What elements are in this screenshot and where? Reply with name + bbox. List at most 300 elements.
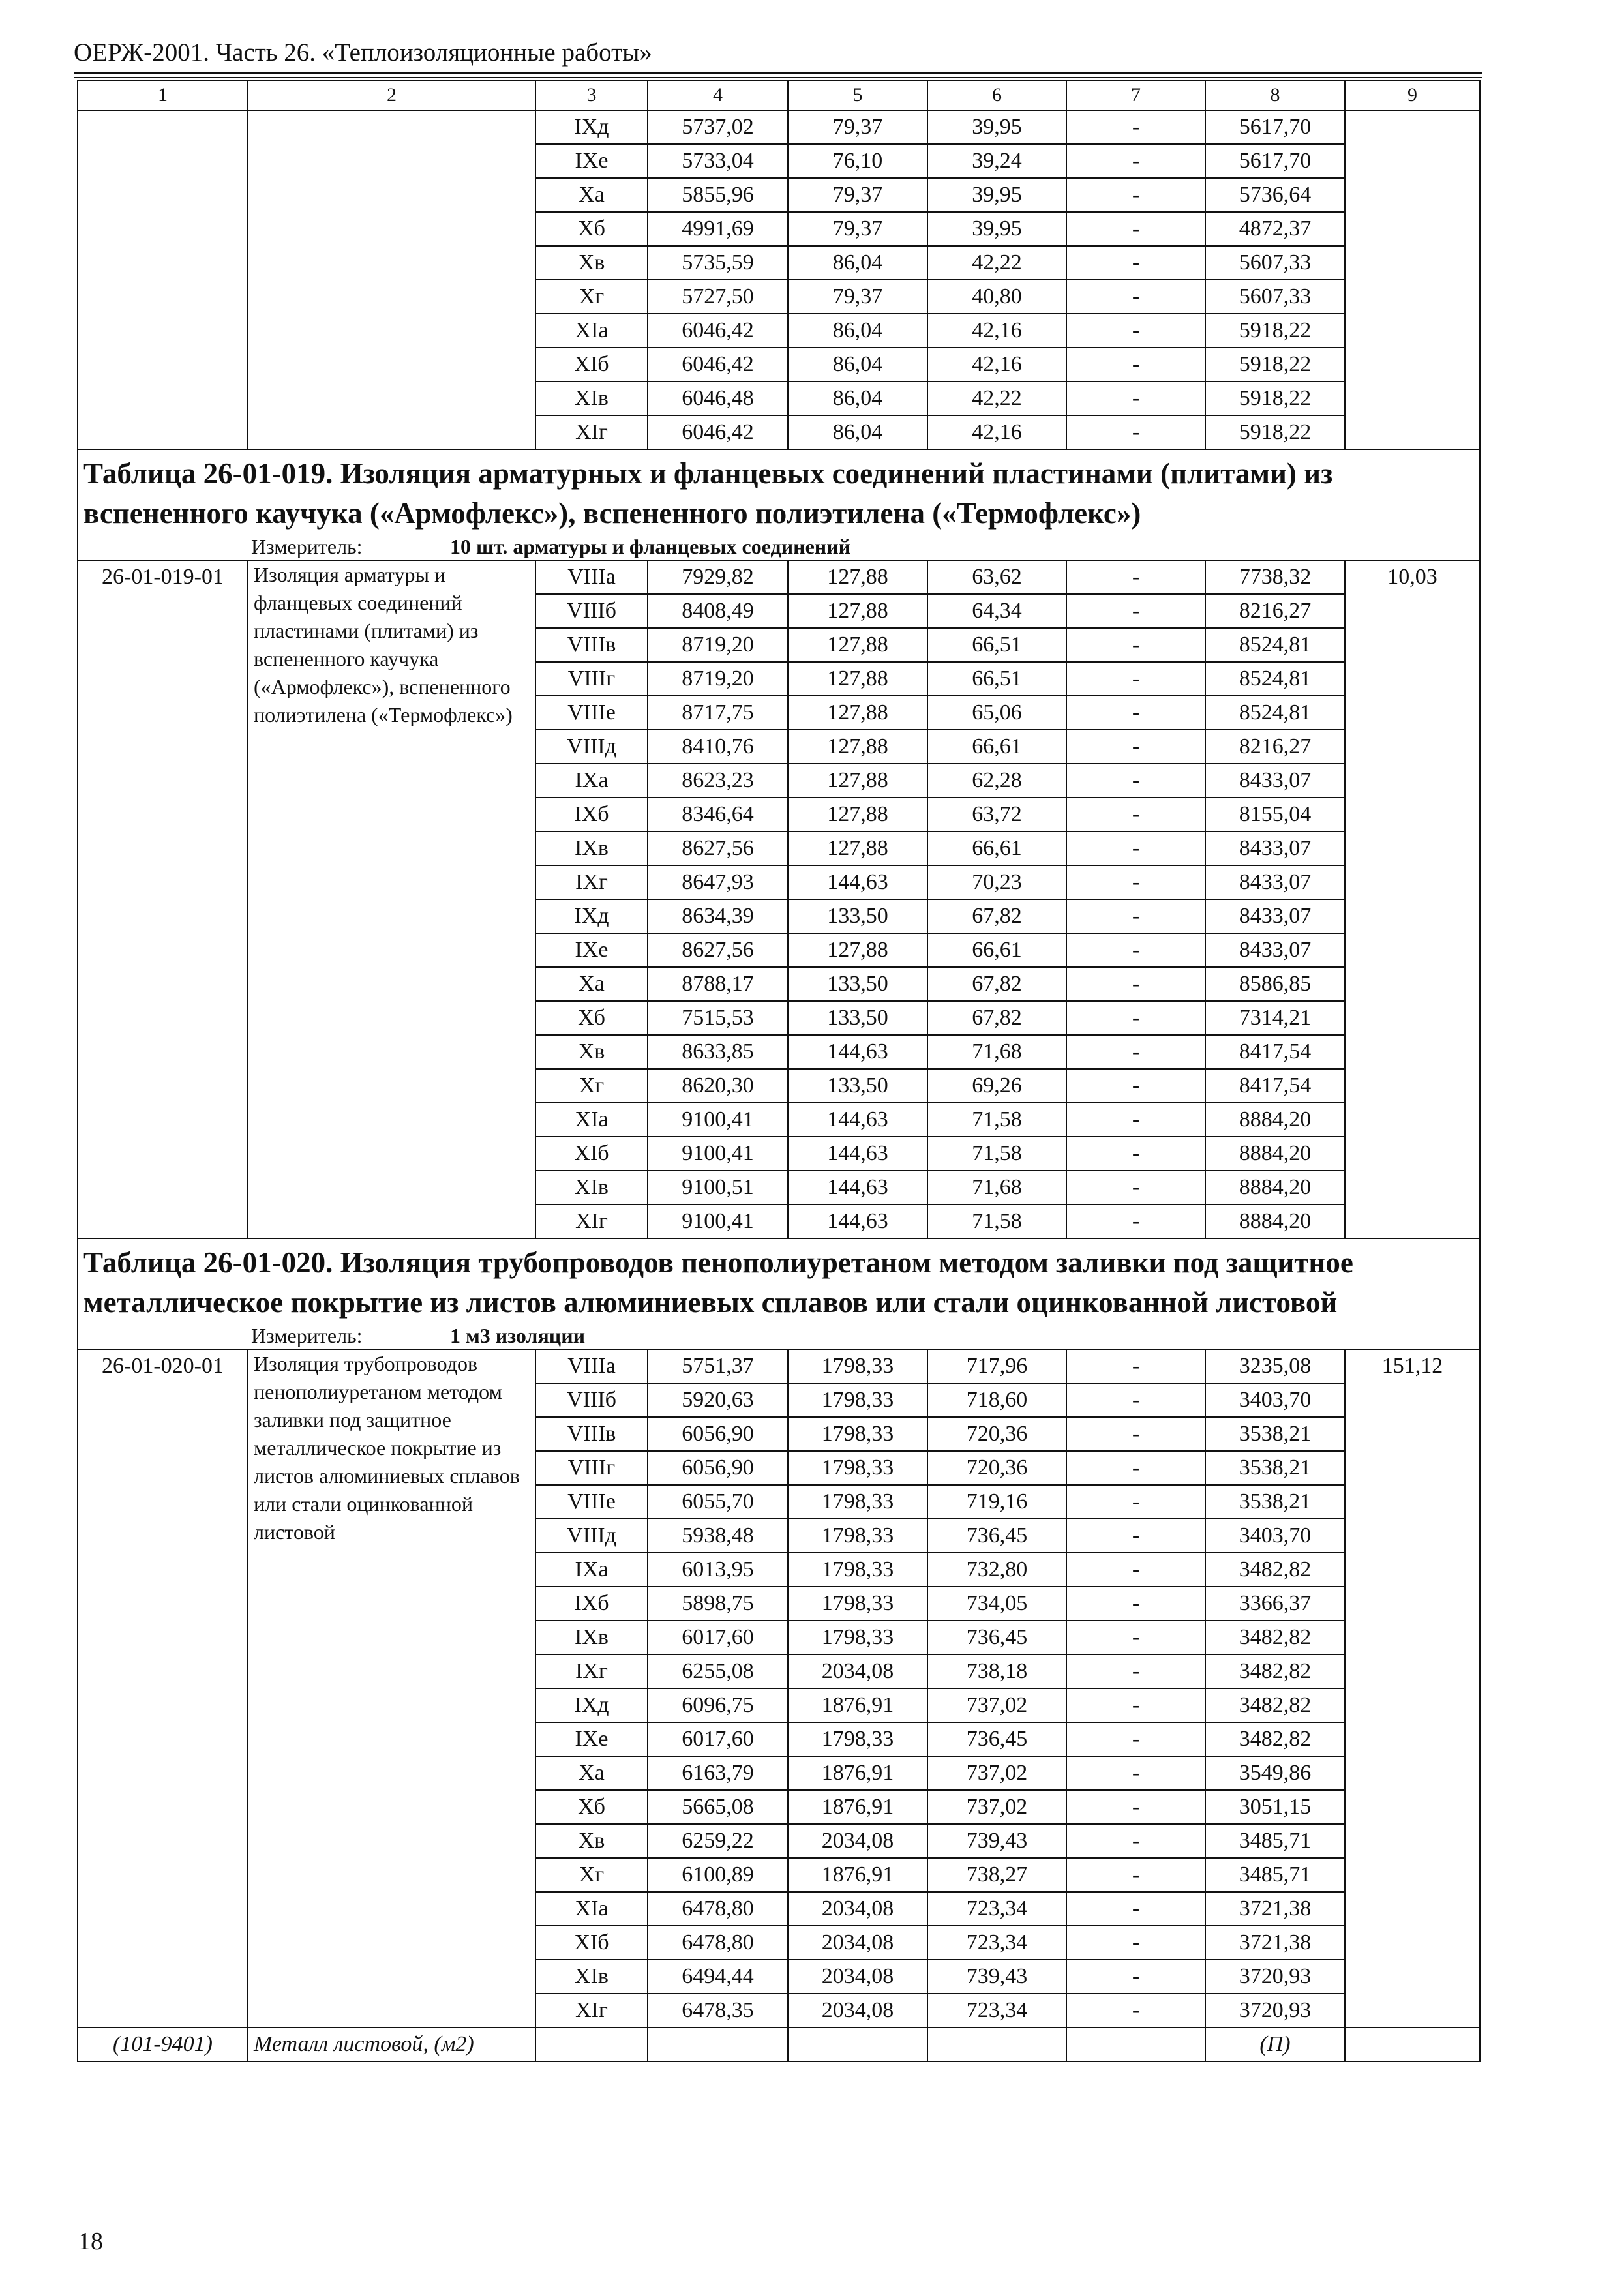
cell-cls: XIв [535, 1171, 648, 1204]
cell-c5: 1798,33 [788, 1519, 927, 1553]
cell-c7: - [1066, 1553, 1205, 1587]
cell-c8: 8884,20 [1205, 1103, 1345, 1137]
cell-c7: - [1066, 382, 1205, 415]
cell-c8: 3482,82 [1205, 1553, 1345, 1587]
cell-c5: 86,04 [788, 246, 927, 280]
cell-c8: 3482,82 [1205, 1654, 1345, 1688]
cell-c8: 7738,32 [1205, 560, 1345, 594]
cell-c5: 79,37 [788, 178, 927, 212]
cell-cls: IXв [535, 1621, 648, 1654]
cell-c7: - [1066, 1722, 1205, 1756]
cell-c6: 66,61 [927, 730, 1066, 764]
cell-c4: 7515,53 [648, 1001, 788, 1035]
meter-cell [78, 533, 1480, 560]
cell-cls: XIг [535, 415, 648, 449]
cell-c8: 3485,71 [1205, 1858, 1345, 1892]
cell-c5: 127,88 [788, 560, 927, 594]
table-row [78, 560, 1480, 594]
cell-c5: 2034,08 [788, 1824, 927, 1858]
cell-c7: - [1066, 280, 1205, 314]
cell-cls: VIIIв [535, 1417, 648, 1451]
cell-cls: IXг [535, 865, 648, 899]
cell-c4: 7929,82 [648, 560, 788, 594]
cell-c5: 1798,33 [788, 1553, 927, 1587]
cell-c7: - [1066, 246, 1205, 280]
cell-c8: 5918,22 [1205, 348, 1345, 382]
cell-c4: 5855,96 [648, 178, 788, 212]
cell-c5: 2034,08 [788, 1960, 927, 1994]
cell-c7: - [1066, 1451, 1205, 1485]
cell-c8: 8524,81 [1205, 628, 1345, 662]
cell-cls: VIIIд [535, 730, 648, 764]
cell-c8: 8586,85 [1205, 967, 1345, 1001]
cell-c7: - [1066, 628, 1205, 662]
column-number: 9 [1345, 80, 1480, 110]
cell-c8: 7314,21 [1205, 1001, 1345, 1035]
cell-c6: 723,34 [927, 1994, 1066, 2027]
cell-c5: 79,37 [788, 280, 927, 314]
cell-c7: - [1066, 144, 1205, 178]
cell-c7: - [1066, 1756, 1205, 1790]
cell-c6: 718,60 [927, 1383, 1066, 1417]
cell-c4: 6017,60 [648, 1722, 788, 1756]
cell-c8: 4872,37 [1205, 212, 1345, 246]
cell-c4: 8627,56 [648, 933, 788, 967]
column-number: 5 [788, 80, 927, 110]
cell-c6: 734,05 [927, 1587, 1066, 1621]
cell-c5: 127,88 [788, 696, 927, 730]
cell-c5: 1798,33 [788, 1451, 927, 1485]
cell-c4: 6478,80 [648, 1892, 788, 1926]
cell-c7: - [1066, 1790, 1205, 1824]
cell-c6: 71,58 [927, 1137, 1066, 1171]
cell-c4: 9100,41 [648, 1204, 788, 1238]
cell-c5: 127,88 [788, 933, 927, 967]
cell-c4: 6478,35 [648, 1994, 788, 2027]
column-number: 3 [535, 80, 648, 110]
cell-c5: 2034,08 [788, 1926, 927, 1960]
cell-cls: IXг [535, 1654, 648, 1688]
cell-c5: 86,04 [788, 348, 927, 382]
column-number: 4 [648, 80, 788, 110]
cell-c7: - [1066, 933, 1205, 967]
cell-c6: 739,43 [927, 1960, 1066, 1994]
cell-c5: 86,04 [788, 415, 927, 449]
cell-c6: 736,45 [927, 1519, 1066, 1553]
resource-empty-cell [648, 2027, 788, 2061]
cell-c8: 3366,37 [1205, 1587, 1345, 1621]
cell-c5: 2034,08 [788, 1654, 927, 1688]
cell-c7: - [1066, 1103, 1205, 1137]
cell-c8: 5918,22 [1205, 382, 1345, 415]
cell-c5: 86,04 [788, 314, 927, 348]
cell-c4: 9100,51 [648, 1171, 788, 1204]
col9-cell [1345, 110, 1480, 449]
cell-cls: XIг [535, 1204, 648, 1238]
column-number: 2 [248, 80, 535, 110]
cell-c4: 5938,48 [648, 1519, 788, 1553]
cell-c5: 144,63 [788, 1204, 927, 1238]
cell-c4: 8410,76 [648, 730, 788, 764]
column-number-row [78, 80, 1480, 110]
row-code: 26-01-020-01 [78, 1349, 248, 2027]
cell-c8: 8884,20 [1205, 1204, 1345, 1238]
cell-c8: 8433,07 [1205, 865, 1345, 899]
cell-c7: - [1066, 764, 1205, 798]
cell-c5: 133,50 [788, 1069, 927, 1103]
resource-empty-cell [1066, 2027, 1205, 2061]
table-title-row [78, 449, 1480, 533]
cell-c6: 67,82 [927, 1001, 1066, 1035]
cell-c6: 71,58 [927, 1103, 1066, 1137]
cell-c5: 76,10 [788, 144, 927, 178]
cell-c7: - [1066, 1383, 1205, 1417]
cell-c4: 6055,70 [648, 1485, 788, 1519]
cell-c7: - [1066, 1892, 1205, 1926]
cell-c8: 5617,70 [1205, 144, 1345, 178]
cell-c6: 719,16 [927, 1485, 1066, 1519]
cell-c7: - [1066, 348, 1205, 382]
cell-c5: 1876,91 [788, 1790, 927, 1824]
meter-label: Измеритель: [251, 535, 363, 558]
header-rule [74, 72, 1482, 74]
cell-c8: 3538,21 [1205, 1417, 1345, 1451]
cell-c5: 144,63 [788, 1171, 927, 1204]
cell-c7: - [1066, 1485, 1205, 1519]
cell-c4: 6013,95 [648, 1553, 788, 1587]
cell-c8: 8216,27 [1205, 730, 1345, 764]
cell-c8: 5617,70 [1205, 110, 1345, 144]
resource-unit-class: (П) [1205, 2027, 1345, 2061]
cell-c7: - [1066, 1654, 1205, 1688]
cell-c8: 8155,04 [1205, 798, 1345, 831]
resource-empty-cell [535, 2027, 648, 2061]
estimate-table [77, 80, 1481, 2062]
row-code: 26-01-019-01 [78, 560, 248, 1238]
cell-cls: IXб [535, 1587, 648, 1621]
cell-c5: 133,50 [788, 899, 927, 933]
column-number: 1 [78, 80, 248, 110]
cell-c5: 144,63 [788, 1137, 927, 1171]
cell-c4: 8647,93 [648, 865, 788, 899]
cell-cls: XIа [535, 1103, 648, 1137]
cell-c7: - [1066, 662, 1205, 696]
cell-c4: 6494,44 [648, 1960, 788, 1994]
cell-c4: 9100,41 [648, 1103, 788, 1137]
cell-c4: 6163,79 [648, 1756, 788, 1790]
cell-c7: - [1066, 1960, 1205, 1994]
cell-c5: 127,88 [788, 764, 927, 798]
cell-c7: - [1066, 865, 1205, 899]
cell-c7: - [1066, 1417, 1205, 1451]
cell-c6: 66,61 [927, 831, 1066, 865]
cell-cls: IXд [535, 899, 648, 933]
cell-c6: 63,72 [927, 798, 1066, 831]
cell-c6: 723,34 [927, 1926, 1066, 1960]
meter-value: 10 шт. арматуры и фланцевых соединений [450, 535, 851, 558]
cell-c6: 71,58 [927, 1204, 1066, 1238]
table-title: Таблица 26-01-019. Изоляция арматурных и фланцевых соединений пластинами (плитами) из вспененного каучука («Армофлекс»), вспененного полиэтилена («Термофлекс») [78, 449, 1480, 533]
cell-c5: 1876,91 [788, 1858, 927, 1892]
cell-c7: - [1066, 730, 1205, 764]
cell-c4: 6255,08 [648, 1654, 788, 1688]
cell-c6: 63,62 [927, 560, 1066, 594]
cell-c7: - [1066, 415, 1205, 449]
meter-cell [78, 1323, 1480, 1349]
resource-empty-cell [788, 2027, 927, 2061]
cell-c6: 720,36 [927, 1417, 1066, 1451]
cell-c8: 8884,20 [1205, 1137, 1345, 1171]
cell-cls: VIIIа [535, 1349, 648, 1383]
cell-c5: 1798,33 [788, 1587, 927, 1621]
cell-c4: 5735,59 [648, 246, 788, 280]
cell-c8: 8216,27 [1205, 594, 1345, 628]
cell-c7: - [1066, 899, 1205, 933]
cell-c5: 1798,33 [788, 1485, 927, 1519]
cell-cls: XIв [535, 382, 648, 415]
cell-cls: IXе [535, 144, 648, 178]
cell-c6: 62,28 [927, 764, 1066, 798]
resource-name: Металл листовой, (м2) [248, 2027, 535, 2061]
cell-cls: Xг [535, 280, 648, 314]
cell-c7: - [1066, 1204, 1205, 1238]
cell-c8: 3482,82 [1205, 1722, 1345, 1756]
resource-empty-cell [1345, 2027, 1480, 2061]
cell-c8: 8524,81 [1205, 696, 1345, 730]
cell-c5: 127,88 [788, 628, 927, 662]
meter-label: Измеритель: [251, 1324, 363, 1347]
cell-c8: 5736,64 [1205, 178, 1345, 212]
cell-c5: 127,88 [788, 594, 927, 628]
cell-c4: 6056,90 [648, 1417, 788, 1451]
cell-c8: 5607,33 [1205, 280, 1345, 314]
cell-cls: VIIIб [535, 1383, 648, 1417]
cell-c7: - [1066, 1824, 1205, 1858]
cell-c4: 8633,85 [648, 1035, 788, 1069]
cell-c6: 71,68 [927, 1171, 1066, 1204]
cell-c8: 3403,70 [1205, 1519, 1345, 1553]
cell-c7: - [1066, 831, 1205, 865]
cell-c7: - [1066, 1688, 1205, 1722]
cell-c6: 717,96 [927, 1349, 1066, 1383]
cell-c4: 8719,20 [648, 628, 788, 662]
cell-c8: 8417,54 [1205, 1069, 1345, 1103]
cell-c8: 3549,86 [1205, 1756, 1345, 1790]
cell-c5: 2034,08 [788, 1892, 927, 1926]
cell-cls: IXд [535, 110, 648, 144]
cell-c8: 3538,21 [1205, 1451, 1345, 1485]
cell-c6: 71,68 [927, 1035, 1066, 1069]
cell-c6: 42,22 [927, 382, 1066, 415]
cell-cls: Xа [535, 1756, 648, 1790]
cell-c6: 738,18 [927, 1654, 1066, 1688]
cell-cls: VIIIг [535, 1451, 648, 1485]
cell-c7: - [1066, 1069, 1205, 1103]
row-description: Изоляция арматуры и фланцевых соединений пластинами (плитами) из вспененного каучука («Армофлекс»), вспененного полиэтилена («Термофлекс») [248, 560, 535, 1238]
cell-cls: VIIIв [535, 628, 648, 662]
resource-code: (101-9401) [78, 2027, 248, 2061]
cell-c7: - [1066, 798, 1205, 831]
cell-c5: 79,37 [788, 110, 927, 144]
cell-c5: 127,88 [788, 662, 927, 696]
cell-c6: 736,45 [927, 1722, 1066, 1756]
cell-cls: VIIIа [535, 560, 648, 594]
cell-cls: VIIIд [535, 1519, 648, 1553]
cell-c7: - [1066, 212, 1205, 246]
table-body [78, 80, 1480, 2061]
cell-c8: 3482,82 [1205, 1688, 1345, 1722]
cell-c6: 723,34 [927, 1892, 1066, 1926]
cell-c8: 8433,07 [1205, 764, 1345, 798]
page-number: 18 [78, 2228, 103, 2255]
cell-c4: 9100,41 [648, 1137, 788, 1171]
column-number: 8 [1205, 80, 1345, 110]
cell-c8: 3482,82 [1205, 1621, 1345, 1654]
cell-cls: Xб [535, 1001, 648, 1035]
cell-c4: 8627,56 [648, 831, 788, 865]
cell-cls: Xв [535, 1824, 648, 1858]
table-row [78, 1349, 1480, 1383]
cell-cls: XIа [535, 1892, 648, 1926]
cell-c8: 8433,07 [1205, 831, 1345, 865]
cell-c4: 6478,80 [648, 1926, 788, 1960]
cell-c6: 39,95 [927, 178, 1066, 212]
cell-c4: 5665,08 [648, 1790, 788, 1824]
cell-c7: - [1066, 1858, 1205, 1892]
cell-c7: - [1066, 314, 1205, 348]
table-title: Таблица 26-01-020. Изоляция трубопроводов пенополиуретаном методом заливки под защитное металлическое покрытие из листов алюминиевых сплавов или стали оцинкованной листовой [78, 1238, 1480, 1323]
row-description-cell [248, 110, 535, 449]
cell-c5: 144,63 [788, 1103, 927, 1137]
meter-row [78, 533, 1480, 560]
meter-row [78, 1323, 1480, 1349]
cell-c5: 127,88 [788, 798, 927, 831]
cell-c4: 5727,50 [648, 280, 788, 314]
resource-empty-cell [927, 2027, 1066, 2061]
cell-c6: 39,95 [927, 212, 1066, 246]
column-number: 6 [927, 80, 1066, 110]
cell-c6: 737,02 [927, 1756, 1066, 1790]
cell-c4: 6100,89 [648, 1858, 788, 1892]
cell-c7: - [1066, 1171, 1205, 1204]
cell-c7: - [1066, 696, 1205, 730]
cell-c8: 5918,22 [1205, 415, 1345, 449]
cell-c4: 6046,42 [648, 415, 788, 449]
cell-c4: 6046,42 [648, 314, 788, 348]
cell-c8: 5607,33 [1205, 246, 1345, 280]
cell-c6: 69,26 [927, 1069, 1066, 1103]
cell-c6: 42,16 [927, 415, 1066, 449]
cell-c5: 1798,33 [788, 1621, 927, 1654]
cell-cls: IXе [535, 933, 648, 967]
cell-c4: 6056,90 [648, 1451, 788, 1485]
cell-c4: 6046,42 [648, 348, 788, 382]
cell-c5: 1798,33 [788, 1383, 927, 1417]
cell-cls: XIб [535, 1137, 648, 1171]
cell-c6: 67,82 [927, 967, 1066, 1001]
cell-c6: 737,02 [927, 1790, 1066, 1824]
cell-c4: 4991,69 [648, 212, 788, 246]
cell-c6: 67,82 [927, 899, 1066, 933]
cell-c5: 1798,33 [788, 1417, 927, 1451]
cell-c4: 5920,63 [648, 1383, 788, 1417]
cell-c5: 1876,91 [788, 1688, 927, 1722]
cell-cls: Xб [535, 1790, 648, 1824]
cell-c6: 40,80 [927, 280, 1066, 314]
cell-cls: XIб [535, 348, 648, 382]
cell-c6: 70,23 [927, 865, 1066, 899]
cell-c5: 133,50 [788, 1001, 927, 1035]
cell-c4: 8623,23 [648, 764, 788, 798]
cell-c7: - [1066, 967, 1205, 1001]
cell-c4: 6017,60 [648, 1621, 788, 1654]
cell-cls: Xб [535, 212, 648, 246]
cell-c7: - [1066, 1137, 1205, 1171]
cell-c6: 739,43 [927, 1824, 1066, 1858]
cell-c4: 8408,49 [648, 594, 788, 628]
cell-c5: 144,63 [788, 865, 927, 899]
header-rule-secondary [74, 77, 1482, 78]
cell-cls: XIа [535, 314, 648, 348]
cell-c7: - [1066, 1519, 1205, 1553]
cell-c6: 66,61 [927, 933, 1066, 967]
cell-c8: 3051,15 [1205, 1790, 1345, 1824]
cell-c5: 133,50 [788, 967, 927, 1001]
cell-c6: 42,16 [927, 348, 1066, 382]
cell-c5: 1876,91 [788, 1756, 927, 1790]
row-code-cell [78, 110, 248, 449]
cell-c4: 8346,64 [648, 798, 788, 831]
cell-c4: 8634,39 [648, 899, 788, 933]
cell-cls: Xв [535, 1035, 648, 1069]
cell-cls: Xа [535, 178, 648, 212]
cell-cls: IXе [535, 1722, 648, 1756]
col9-value: 151,12 [1345, 1349, 1480, 2027]
cell-cls: IXа [535, 764, 648, 798]
cell-c5: 127,88 [788, 831, 927, 865]
cell-cls: XIг [535, 1994, 648, 2027]
cell-c4: 5898,75 [648, 1587, 788, 1621]
cell-c6: 42,16 [927, 314, 1066, 348]
cell-c7: - [1066, 1926, 1205, 1960]
resource-row [78, 2027, 1480, 2061]
cell-c5: 1798,33 [788, 1722, 927, 1756]
cell-cls: IXд [535, 1688, 648, 1722]
cell-c7: - [1066, 1001, 1205, 1035]
cell-cls: VIIIг [535, 662, 648, 696]
cell-c7: - [1066, 178, 1205, 212]
cell-c8: 3403,70 [1205, 1383, 1345, 1417]
cell-c8: 8884,20 [1205, 1171, 1345, 1204]
cell-c7: - [1066, 560, 1205, 594]
cell-c4: 8717,75 [648, 696, 788, 730]
cell-cls: Xв [535, 246, 648, 280]
cell-c4: 8719,20 [648, 662, 788, 696]
cell-c8: 3721,38 [1205, 1892, 1345, 1926]
cell-c4: 8788,17 [648, 967, 788, 1001]
cell-cls: IXв [535, 831, 648, 865]
running-header: ОЕРЖ-2001. Часть 26. «Теплоизоляционные работы» [74, 38, 652, 67]
cell-c6: 720,36 [927, 1451, 1066, 1485]
cell-c4: 5737,02 [648, 110, 788, 144]
cell-c6: 737,02 [927, 1688, 1066, 1722]
cell-c6: 42,22 [927, 246, 1066, 280]
cell-cls: VIIIе [535, 696, 648, 730]
cell-c6: 66,51 [927, 628, 1066, 662]
cell-c5: 144,63 [788, 1035, 927, 1069]
cell-c5: 79,37 [788, 212, 927, 246]
cell-cls: XIв [535, 1960, 648, 1994]
